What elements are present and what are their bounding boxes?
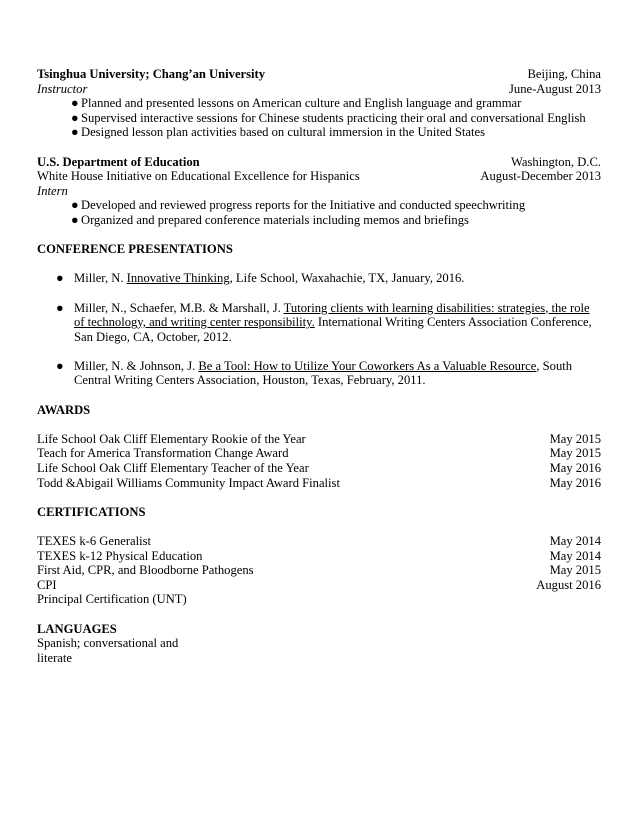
cert-date: May 2015 bbox=[549, 563, 601, 578]
cert-date: May 2014 bbox=[549, 534, 601, 548]
bullet-icon: ● bbox=[56, 358, 64, 373]
experience-bullets bbox=[37, 198, 601, 227]
languages-text bbox=[37, 636, 601, 665]
experience-header bbox=[37, 155, 601, 170]
spacer bbox=[37, 607, 601, 622]
section-title-awards: AWARDS bbox=[37, 402, 91, 417]
citation-authors: Miller, N. & Johnson, J. bbox=[74, 358, 199, 373]
cert-date: May 2014 bbox=[549, 548, 601, 563]
spacer bbox=[37, 257, 601, 272]
section-title-languages: LANGUAGES bbox=[37, 621, 117, 636]
list-item bbox=[37, 301, 601, 345]
experience-education-dept bbox=[37, 155, 601, 228]
experience-subtitle: White House Initiative on Educational Excellence for Hispanics bbox=[37, 169, 360, 184]
bullet-icon: ● bbox=[71, 198, 79, 213]
experience-org: Tsinghua University; Chang’an University bbox=[37, 67, 266, 81]
bullet-text: Planned and presented lessons on American culture and English language and grammar bbox=[81, 96, 522, 111]
spacer bbox=[37, 417, 601, 432]
list-item bbox=[37, 476, 601, 491]
award-date: May 2016 bbox=[549, 461, 601, 476]
list-item bbox=[37, 461, 601, 476]
bullet-icon: ● bbox=[71, 125, 79, 140]
bullet-icon: ● bbox=[56, 271, 64, 286]
experience-role-row bbox=[37, 82, 601, 97]
citation-title: Tutoring clients with learning disabilities: strategies, the role of technology, and writing center responsibility. bbox=[74, 300, 590, 330]
experience-subtitle-row bbox=[37, 169, 601, 184]
list-item bbox=[37, 96, 601, 111]
award-name: Life School Oak Cliff Elementary Rookie of the Year bbox=[37, 431, 306, 446]
certifications-list bbox=[37, 534, 601, 607]
experience-role: Intern bbox=[37, 183, 68, 198]
cert-date: August 2016 bbox=[536, 577, 601, 592]
resume-page bbox=[37, 67, 601, 665]
experience-bullets bbox=[37, 96, 601, 140]
award-name: Todd &Abigail Williams Community Impact Award Finalist bbox=[37, 475, 340, 490]
list-item bbox=[37, 549, 601, 564]
award-date: May 2015 bbox=[549, 431, 601, 446]
spacer bbox=[37, 228, 601, 243]
bullet-icon: ● bbox=[71, 212, 79, 227]
experience-dates: August-December 2013 bbox=[480, 169, 601, 184]
list-item bbox=[37, 432, 601, 447]
bullet-icon: ● bbox=[56, 300, 64, 315]
award-date: May 2015 bbox=[549, 446, 601, 461]
spacer bbox=[37, 140, 601, 155]
list-item bbox=[37, 446, 601, 461]
bullet-icon: ● bbox=[71, 96, 79, 111]
cert-name: TEXES k-12 Physical Education bbox=[37, 548, 203, 563]
list-item bbox=[37, 111, 601, 126]
languages-line: literate bbox=[37, 650, 72, 665]
spacer bbox=[37, 519, 601, 534]
experience-org: U.S. Department of Education bbox=[37, 154, 200, 169]
award-name: Teach for America Transformation Change Award bbox=[37, 446, 289, 461]
experience-role-row bbox=[37, 184, 601, 199]
spacer bbox=[37, 490, 601, 505]
list-item bbox=[37, 359, 601, 388]
award-date: May 2016 bbox=[549, 475, 601, 490]
bullet-text: Organized and prepared conference materials including memos and briefings bbox=[81, 212, 469, 227]
experience-location: Washington, D.C. bbox=[511, 154, 601, 169]
citation-venue: International Writing Centers Association Conference, San Diego, CA, October, 2012. bbox=[74, 315, 592, 344]
list-item bbox=[37, 213, 601, 228]
bullet-text: Developed and reviewed progress reports for the Initiative and conducted speechwriting bbox=[81, 198, 526, 213]
section-title-conference: CONFERENCE PRESENTATIONS bbox=[37, 242, 233, 257]
experience-header bbox=[37, 67, 601, 82]
list-item bbox=[37, 125, 601, 140]
section-title-certifications: CERTIFICATIONS bbox=[37, 504, 146, 519]
cert-name: First Aid, CPR, and Bloodborne Pathogens bbox=[37, 563, 254, 578]
citation-authors: Miller, N., Schaefer, M.B. & Marshall, J. bbox=[74, 300, 284, 315]
cert-name: CPI bbox=[37, 577, 57, 592]
experience-tsinghua bbox=[37, 67, 601, 140]
bullet-text: Designed lesson plan activities based on cultural immersion in the United States bbox=[81, 125, 485, 140]
languages-line: Spanish; conversational and bbox=[37, 636, 179, 651]
citation-title: Innovative Thinking bbox=[126, 271, 230, 286]
list-item bbox=[37, 271, 601, 286]
cert-name: Principal Certification (UNT) bbox=[37, 592, 187, 607]
experience-role: Instructor bbox=[37, 81, 88, 96]
list-item bbox=[37, 534, 601, 549]
list-item bbox=[37, 563, 601, 578]
list-item bbox=[37, 578, 601, 593]
experience-dates: June-August 2013 bbox=[509, 81, 601, 96]
cert-name: TEXES k-6 Generalist bbox=[37, 534, 152, 548]
citation-venue: , Life School, Waxahachie, TX, January, 2016. bbox=[229, 271, 465, 286]
bullet-text: Supervised interactive sessions for Chinese students practicing their oral and conversational English bbox=[81, 110, 586, 125]
awards-list bbox=[37, 432, 601, 490]
citation-title: Be a Tool: How to Utilize Your Coworkers As a Valuable Resource bbox=[198, 358, 537, 373]
citation-venue: , South Central Writing Centers Association, Houston, Texas, February, 2011. bbox=[74, 358, 573, 388]
bullet-icon: ● bbox=[71, 110, 79, 125]
award-name: Life School Oak Cliff Elementary Teacher of the Year bbox=[37, 461, 309, 476]
list-item bbox=[37, 592, 601, 607]
list-item bbox=[37, 198, 601, 213]
citation-authors: Miller, N. bbox=[74, 271, 127, 286]
experience-location: Beijing, China bbox=[527, 67, 601, 81]
conference-list bbox=[37, 271, 601, 388]
